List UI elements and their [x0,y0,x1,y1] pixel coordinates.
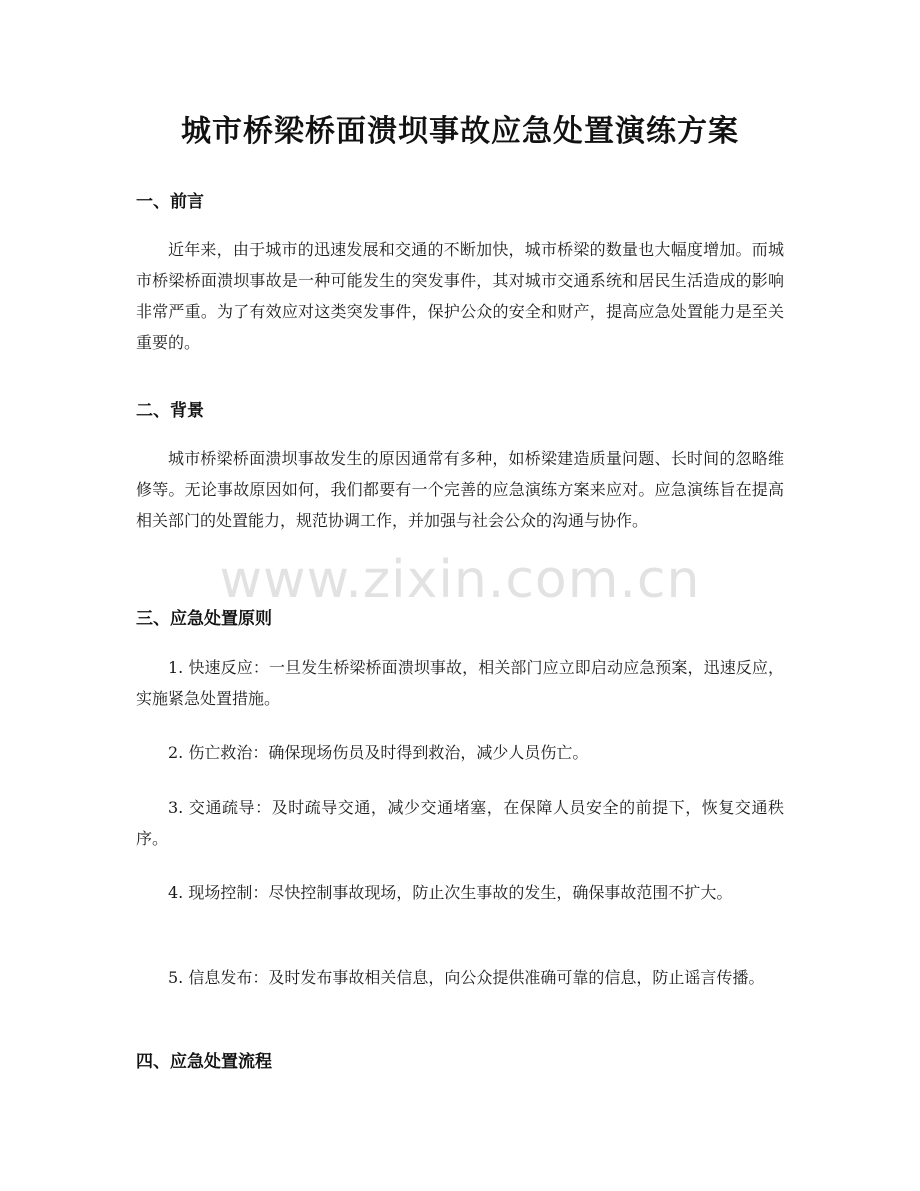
section-heading-process: 四、应急处置流程 [136,1052,272,1072]
section-heading-background: 二、背景 [136,401,204,421]
section-heading-principles: 三、应急处置原则 [136,609,272,629]
principle-item-4: 4. 现场控制：尽快控制事故现场，防止次生事故的发生，确保事故范围不扩大。 [168,883,733,902]
principle-item-5: 5. 信息发布：及时发布事故相关信息，向公众提供准确可靠的信息，防止谣言传播。 [168,968,765,987]
principle-item-1: 1. 快速反应：一旦发生桥梁桥面溃坝事故，相关部门应立即启动应急预案，迅速反应，实施紧急处置措施。 [136,658,784,708]
section-heading-preface: 一、前言 [136,192,204,212]
principle-item-3: 3. 交通疏导：及时疏导交通，减少交通堵塞，在保障人员安全的前提下，恢复交通秩序。 [136,798,784,848]
watermark: www.zixin.com.cn [219,550,701,610]
background-paragraph: 城市桥梁桥面溃坝事故发生的原因通常有多种，如桥梁建造质量问题、长时间的忽略维修等。无论事故原因如何，我们都要有一个完善的应急演练方案来应对。应急演练旨在提高相关部门的处置能力，规范协调工作，并加强与社会公众的沟通与协作。 [136,449,784,530]
document-title: 城市桥梁桥面溃坝事故应急处置演练方案 [181,114,739,149]
preface-paragraph: 近年来，由于城市的迅速发展和交通的不断加快，城市桥梁的数量也大幅度增加。而城市桥梁桥面溃坝事故是一种可能发生的突发事件，其对城市交通系统和居民生活造成的影响非常严重。为了有效应对这类突发事件，保护公众的安全和财产，提高应急处置能力是至关重要的。 [136,240,784,352]
principle-item-2: 2. 伤亡救治：确保现场伤员及时得到救治，减少人员伤亡。 [168,743,589,762]
